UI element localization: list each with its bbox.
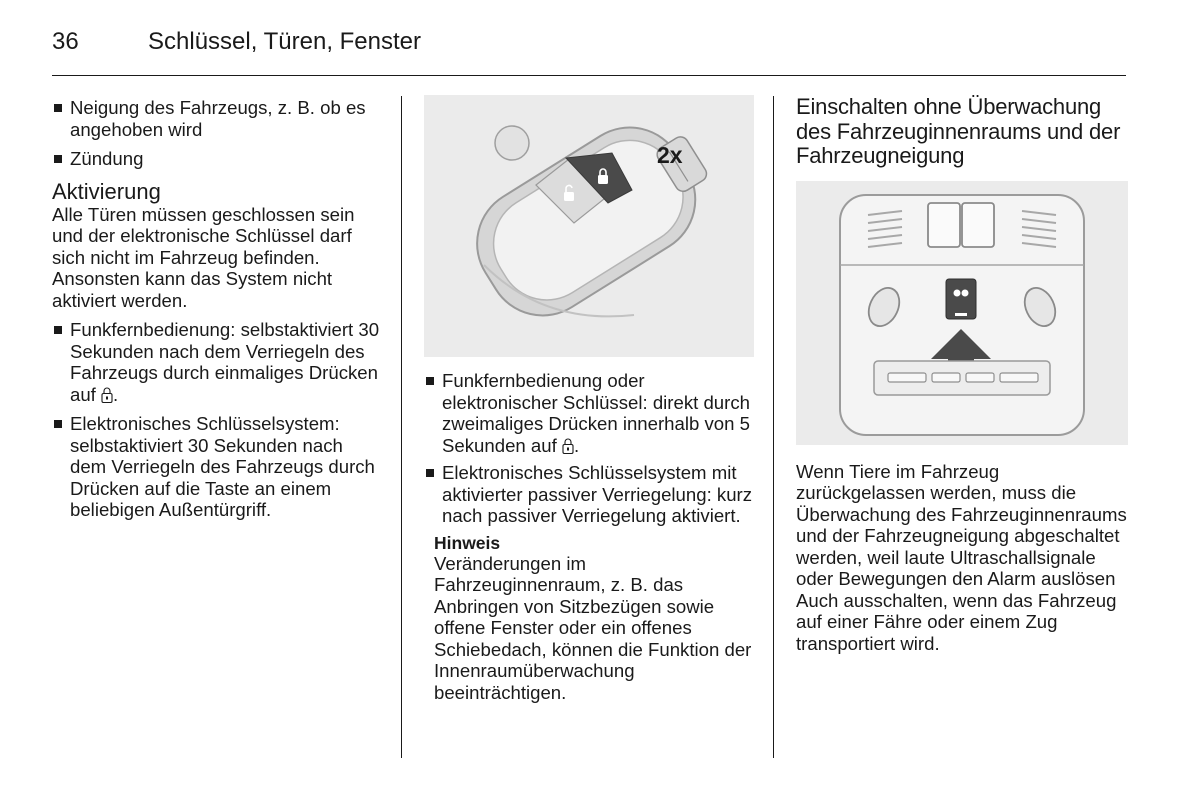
page-title: Schlüssel, Türen, Fenster — [148, 28, 422, 55]
key-fob-illustration — [424, 95, 754, 357]
column-divider-2 — [773, 96, 774, 758]
note-text: Veränderungen im Fahrzeuginnenraum, z. B. das Anbringen von Sitzbezügen sowie offene Fenster oder ein offenes Schiebedach, können die Funktion der Innenraumüberwachung beeinträchtigen. — [434, 552, 752, 703]
page-number: 36 — [52, 28, 79, 55]
column-right — [796, 95, 1128, 654]
bullet-text-end: . — [573, 434, 580, 456]
list-item: Zündung — [52, 148, 384, 170]
lock-icon — [562, 438, 574, 454]
bullet-list-top — [52, 97, 384, 170]
bullet-list-direct — [424, 370, 754, 527]
list-item — [424, 370, 754, 456]
intro-paragraph: Alle Türen müssen geschlossen sein und der elektronische Schlüssel darf sich nicht im Fahrzeug befinden. Ansonsten kann das System nicht aktiviert werden. — [52, 203, 355, 311]
column-middle — [424, 95, 754, 703]
info-paragraph: Wenn Tiere im Fahrzeug zurückgelassen werden, muss die Überwachung des Fahrzeuginnenraums und der Fahrzeugneigung abgeschaltet werden, weil laute Ultraschallsignale oder Bewegungen den Alarm auslösen Auch ausschalten, wenn das Fahrzeug auf einer Fähre oder einem Zug transportiert wird. — [796, 460, 1127, 654]
header-rule — [52, 75, 1126, 76]
list-item: Elektronisches Schlüsselsystem: selbstaktiviert 30 Sekunden nach dem Verriegeln des Fahrzeugs durch Drücken auf die Taste an einem beliebigen Außentürgriff. — [52, 413, 384, 521]
list-item: Elektronisches Schlüsselsystem mit aktivierter passiver Verriegelung: kurz nach passiver Verriegelung aktiviert. — [424, 462, 754, 527]
column-left — [52, 97, 384, 529]
column-divider-1 — [401, 96, 402, 758]
key-fob-figure — [424, 95, 754, 357]
bullet-text-end: . — [113, 383, 119, 405]
press-twice-label: 2x — [657, 142, 683, 168]
section-heading-aktivierung: Aktivierung — [52, 178, 161, 204]
note-heading: Hinweis — [434, 532, 501, 553]
section-heading-disable: Einschalten ohne Überwachung des Fahrzeuginnenraums und der Fahrzeugneigung — [796, 94, 1121, 168]
list-item — [52, 319, 384, 405]
overhead-console-figure — [796, 181, 1128, 445]
list-item: Neigung des Fahrzeugs, z. B. ob es angehoben wird — [52, 97, 384, 140]
bullet-list-activation — [52, 319, 384, 521]
bullet-text: Funkfernbedienung: selbstaktiviert 30 Sekunden nach dem Verriegeln des Fahrzeugs durch einmaliges Drücken auf — [70, 319, 380, 405]
bullet-text: Funkfernbedienung oder elektronischer Schlüssel: direkt durch zweimaliges Drücken innerhalb von 5 Sekunden auf — [442, 370, 750, 456]
overhead-console-illustration — [796, 181, 1128, 445]
lock-icon — [101, 387, 113, 403]
